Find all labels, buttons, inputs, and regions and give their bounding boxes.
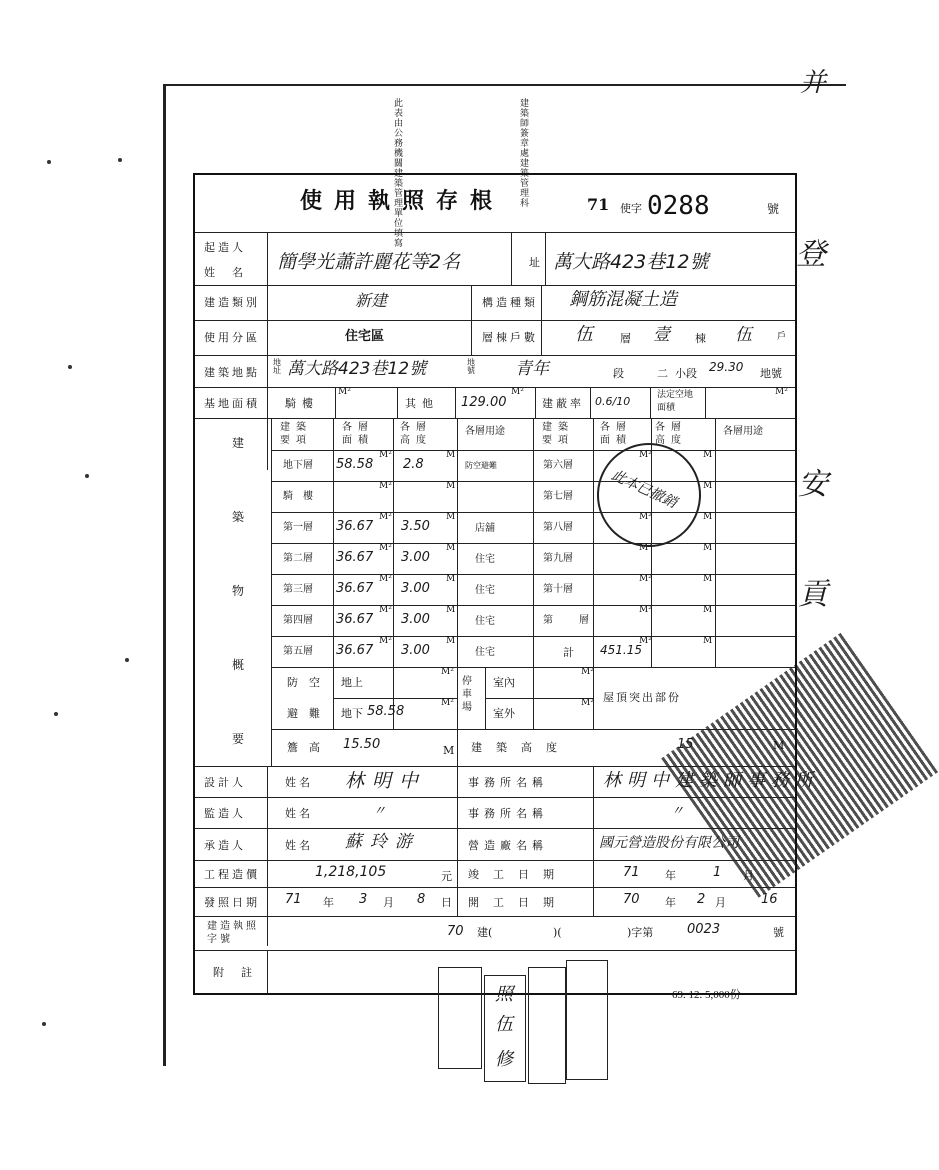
floor-item: 第七層 bbox=[543, 491, 573, 502]
build-permit-year: 70 bbox=[447, 924, 464, 939]
owner-address-label: 址 bbox=[529, 256, 540, 269]
build-type-label: 建造類別 bbox=[204, 296, 260, 309]
site-address-prefix: 地址 bbox=[273, 358, 281, 375]
floor-height-unit: M bbox=[446, 543, 456, 553]
supervisor-name-label: 姓名 bbox=[285, 807, 313, 820]
floor-height-unit: M bbox=[703, 543, 713, 553]
floors-value: 伍 bbox=[575, 324, 593, 345]
floor-height-unit: M bbox=[703, 450, 713, 460]
floor-height: 3.00 bbox=[401, 581, 430, 596]
parking-indoor: 室內 bbox=[493, 676, 515, 689]
col-header-use: 各層用途 bbox=[465, 426, 505, 437]
supervisor-office-label: 事務所名稱 bbox=[468, 807, 548, 820]
col-header-area: 各層面積 bbox=[342, 422, 374, 446]
build-permit-suffix: )字第 bbox=[627, 926, 654, 939]
floor-item: 第十層 bbox=[543, 584, 573, 595]
floor-height: 3.00 bbox=[401, 612, 430, 627]
units-value: 伍 bbox=[735, 325, 752, 345]
floor-height-unit: M bbox=[703, 512, 713, 522]
edge-mark: 安 bbox=[798, 467, 828, 502]
side-label-3: 物 bbox=[232, 584, 245, 598]
side-label-1: 建 bbox=[232, 436, 245, 450]
floor-item: 第一層 bbox=[283, 522, 313, 533]
contractor-label: 承造人 bbox=[204, 839, 246, 852]
arcade-unit: M² bbox=[338, 387, 351, 397]
start-day: 16 bbox=[761, 892, 778, 907]
completion-year: 71 bbox=[623, 865, 640, 880]
build-type-value: 新建 bbox=[355, 291, 388, 310]
shelter-below-value: 58.58 bbox=[367, 704, 405, 719]
floor-item: 地下層 bbox=[283, 460, 313, 471]
use-label: 使字 bbox=[620, 202, 642, 215]
eave-value: 15.50 bbox=[343, 737, 381, 752]
build-permit-end: 號 bbox=[773, 926, 784, 939]
site-label: 建築地點 bbox=[204, 366, 260, 379]
completion-month-unit: 月 bbox=[743, 869, 754, 882]
shelter-label-bottom: 避 難 bbox=[287, 707, 320, 720]
shelter-label-top: 防 空 bbox=[287, 676, 320, 689]
start-year-unit: 年 bbox=[665, 896, 676, 909]
floor-area: 36.67 bbox=[336, 581, 374, 596]
building-height-label: 建築高度 bbox=[471, 741, 571, 754]
floor-area-unit: M² bbox=[639, 450, 652, 460]
floor-total-label: 計 bbox=[563, 646, 574, 659]
floor-area-unit: M² bbox=[639, 636, 652, 646]
floor-area-unit: M² bbox=[379, 481, 392, 491]
parking-outdoor: 室外 bbox=[493, 707, 515, 720]
floor-use: 住宅 bbox=[475, 554, 495, 565]
site-address: 萬大路423巷12號 bbox=[287, 359, 427, 379]
floors-label: 層棟戶數 bbox=[482, 331, 538, 344]
other-label: 其他 bbox=[405, 397, 439, 410]
floors-unit: 層 bbox=[620, 332, 631, 345]
print-note: 69. 12. 5,000份 bbox=[672, 989, 741, 1001]
floor-item: 騎 樓 bbox=[283, 491, 313, 502]
site-section-label: 段 bbox=[613, 367, 624, 380]
edge-mark: 貢 bbox=[798, 577, 828, 612]
parking-outdoor-unit: M² bbox=[581, 698, 594, 708]
site-lot-prefix: 地號 bbox=[467, 358, 475, 375]
form-title: 使用執照存根 bbox=[300, 188, 505, 214]
edge-mark: 登 bbox=[796, 237, 826, 272]
cost-value: 1,218,105 bbox=[315, 864, 387, 880]
supervisor-office: 〃 bbox=[671, 804, 685, 819]
floor-item: 第六層 bbox=[543, 460, 573, 471]
structure-value: 鋼筋混凝土造 bbox=[569, 289, 677, 310]
designer-name-label: 姓名 bbox=[285, 776, 313, 789]
floor-use: 住宅 bbox=[475, 585, 495, 596]
units-unit: 戶 bbox=[777, 332, 787, 342]
col-header-use-2: 各層用途 bbox=[723, 426, 763, 437]
designer-label: 設計人 bbox=[204, 776, 246, 789]
cost-label: 工程造價 bbox=[204, 868, 260, 881]
eave-unit: M bbox=[443, 744, 455, 757]
build-permit-label: 建造執照字號 bbox=[207, 921, 259, 945]
site-subsection-label: 小段 bbox=[675, 367, 697, 380]
floor-height: 3.00 bbox=[401, 550, 430, 565]
approval-stamp: 照 伍 修 bbox=[484, 975, 526, 1082]
contractor-company-label: 營造廠名稱 bbox=[468, 839, 548, 852]
completion-month: 1 bbox=[713, 865, 722, 880]
start-month-unit: 月 bbox=[715, 896, 726, 909]
start-month: 2 bbox=[697, 892, 706, 907]
shelter-area-label: 法定空地面積 bbox=[657, 390, 694, 413]
use-zone-label: 使用分區 bbox=[204, 331, 260, 344]
buildings-value: 壹 bbox=[653, 325, 670, 345]
contractor-name-label: 姓名 bbox=[285, 839, 313, 852]
build-permit-prefix: 建( bbox=[477, 926, 493, 939]
shelter-above: 地上 bbox=[341, 676, 363, 689]
structure-label: 構造種類 bbox=[482, 296, 538, 309]
col-header-height-2: 各層高度 bbox=[655, 422, 687, 446]
supervisor-name: 〃 bbox=[373, 804, 387, 819]
col-header-item-2: 建築要項 bbox=[542, 422, 574, 446]
scan-speck bbox=[54, 712, 58, 716]
floor-item: 第三層 bbox=[283, 584, 313, 595]
owner-label-bottom: 姓 名 bbox=[204, 266, 246, 279]
coverage-label: 建蔽率 bbox=[542, 397, 584, 410]
completion-year-unit: 年 bbox=[665, 869, 676, 882]
notes-label: 附 註 bbox=[213, 966, 255, 979]
floor-area-unit: M² bbox=[379, 512, 392, 522]
issue-day-unit: 日 bbox=[441, 896, 452, 909]
contractor-name: 蘇玲游 bbox=[345, 832, 420, 852]
floor-area-unit: M² bbox=[639, 543, 652, 553]
seal-stamp bbox=[566, 960, 608, 1080]
start-year: 70 bbox=[623, 892, 640, 907]
floor-area-unit: M² bbox=[639, 605, 652, 615]
floor-height-unit: M bbox=[446, 636, 456, 646]
floor-area-unit: M² bbox=[379, 636, 392, 646]
floor-area-unit: M² bbox=[639, 574, 652, 584]
floor-use: 住宅 bbox=[475, 647, 495, 658]
floor-use: 店舖 bbox=[475, 523, 495, 534]
floor-area: 36.67 bbox=[336, 519, 374, 534]
use-zone-value: 住宅區 bbox=[345, 329, 385, 344]
floor-height: 3.50 bbox=[401, 519, 430, 534]
side-label-4: 概 bbox=[232, 658, 245, 672]
parking-indoor-unit: M² bbox=[581, 667, 594, 677]
floor-item: 第九層 bbox=[543, 553, 573, 564]
build-permit-number: 0023 bbox=[687, 922, 721, 937]
floor-height-unit: M bbox=[446, 574, 456, 584]
floor-area: 58.58 bbox=[336, 457, 374, 472]
designer-office: 林明中建築師事務所 bbox=[603, 770, 819, 791]
number-suffix: 號 bbox=[767, 202, 780, 216]
side-label-2: 築 bbox=[232, 510, 245, 524]
col-header-height: 各層高度 bbox=[400, 422, 432, 446]
site-lot-suffix: 地號 bbox=[760, 367, 782, 380]
area-label: 基地面積 bbox=[204, 397, 260, 410]
floor-item: 第五層 bbox=[283, 646, 313, 657]
completion-label: 竣工日期 bbox=[468, 868, 568, 881]
permit-number: 0288 bbox=[647, 191, 710, 221]
edge-mark: 并 bbox=[800, 68, 827, 98]
site-subsection: 二 bbox=[657, 367, 668, 380]
floor-area-unit: M² bbox=[379, 605, 392, 615]
issue-label: 發照日期 bbox=[204, 896, 260, 909]
designer-office-label: 事務所名稱 bbox=[468, 776, 548, 789]
other-unit: M² bbox=[511, 387, 524, 397]
cost-currency: 元 bbox=[441, 870, 452, 883]
building-height-unit: M bbox=[773, 739, 785, 752]
col-header-area-2: 各層面積 bbox=[600, 422, 632, 446]
floor-height-unit: M bbox=[446, 605, 456, 615]
cancel-stamp: 此本已撤銷 bbox=[580, 426, 718, 564]
floor-item: 第二層 bbox=[283, 553, 313, 564]
issue-month-unit: 月 bbox=[383, 896, 394, 909]
floor-height: 2.8 bbox=[403, 457, 424, 472]
contractor-company: 國元營造股份有限公司 bbox=[599, 835, 739, 851]
floor-area: 36.67 bbox=[336, 612, 374, 627]
parking-label: 停車場 bbox=[462, 676, 472, 713]
floor-height-unit: M bbox=[446, 450, 456, 460]
eave-label: 簷 高 bbox=[287, 741, 320, 754]
floor-area-unit: M² bbox=[379, 450, 392, 460]
designer-name: 林明中 bbox=[345, 770, 427, 792]
buildings-unit: 棟 bbox=[695, 332, 706, 345]
floor-item: 第八層 bbox=[543, 522, 573, 533]
scan-speck bbox=[118, 158, 122, 162]
floor-total-area: 451.15 bbox=[600, 643, 642, 657]
owner-label-top: 起造人 bbox=[204, 241, 246, 254]
arcade-label: 騎樓 bbox=[285, 397, 319, 410]
floor-height-unit: M bbox=[446, 512, 456, 522]
shelter-below-unit: M² bbox=[441, 698, 454, 708]
coverage-value: 0.6/10 bbox=[595, 395, 631, 408]
floor-height-unit: M bbox=[703, 481, 713, 491]
shelter-below: 地下 bbox=[341, 707, 363, 720]
issue-year-unit: 年 bbox=[323, 896, 334, 909]
scan-speck bbox=[85, 474, 89, 478]
scan-speck bbox=[68, 365, 72, 369]
shelter-area-unit: M² bbox=[775, 387, 788, 397]
site-section: 青年 bbox=[515, 359, 549, 379]
shelter-above-unit: M² bbox=[441, 667, 454, 677]
owner-name: 簡學光蕭許麗花等2名 bbox=[277, 251, 461, 273]
floor-use: 防空避難 bbox=[465, 461, 497, 470]
floor-height: 3.00 bbox=[401, 643, 430, 658]
date-stamp bbox=[528, 967, 566, 1084]
scan-speck bbox=[42, 1022, 46, 1026]
issue-month: 3 bbox=[359, 892, 368, 907]
floor-height-unit: M bbox=[703, 574, 713, 584]
site-lot-no: 29.30 bbox=[709, 360, 744, 374]
floor-height-unit: M bbox=[446, 481, 456, 491]
issue-year: 71 bbox=[285, 892, 302, 907]
inspection-stamp bbox=[438, 967, 482, 1069]
permit-form bbox=[193, 173, 819, 995]
col-header-item: 建築要項 bbox=[280, 422, 312, 446]
floor-height-unit: M bbox=[703, 605, 713, 615]
building-height-value: 15 bbox=[677, 737, 694, 752]
scan-speck bbox=[125, 658, 129, 662]
owner-address: 萬大路423巷12號 bbox=[553, 251, 709, 273]
floor-area-unit: M² bbox=[639, 512, 652, 522]
roof-label: 屋頂突出部份 bbox=[603, 691, 681, 704]
floor-item: 第四層 bbox=[283, 615, 313, 626]
floor-use: 住宅 bbox=[475, 616, 495, 627]
top-stamp-left: 此表由公務機關建築管理單位填寫 bbox=[392, 98, 402, 248]
floor-area-unit: M² bbox=[379, 543, 392, 553]
year-code: 71 bbox=[587, 195, 610, 214]
side-label-5: 要 bbox=[232, 732, 245, 746]
scan-speck bbox=[47, 160, 51, 164]
floor-area: 36.67 bbox=[336, 550, 374, 565]
other-value: 129.00 bbox=[461, 395, 507, 410]
floor-item: 第 層 bbox=[543, 615, 597, 626]
build-permit-mid: )( bbox=[553, 926, 562, 939]
start-label: 開工日期 bbox=[468, 896, 568, 909]
floor-area: 36.67 bbox=[336, 643, 374, 658]
issue-day: 8 bbox=[417, 892, 426, 907]
floor-height-unit: M bbox=[703, 636, 713, 646]
supervisor-label: 監造人 bbox=[204, 807, 246, 820]
top-stamp-right: 建築師簽章處建築管理科 bbox=[518, 98, 528, 208]
floor-area-unit: M² bbox=[379, 574, 392, 584]
